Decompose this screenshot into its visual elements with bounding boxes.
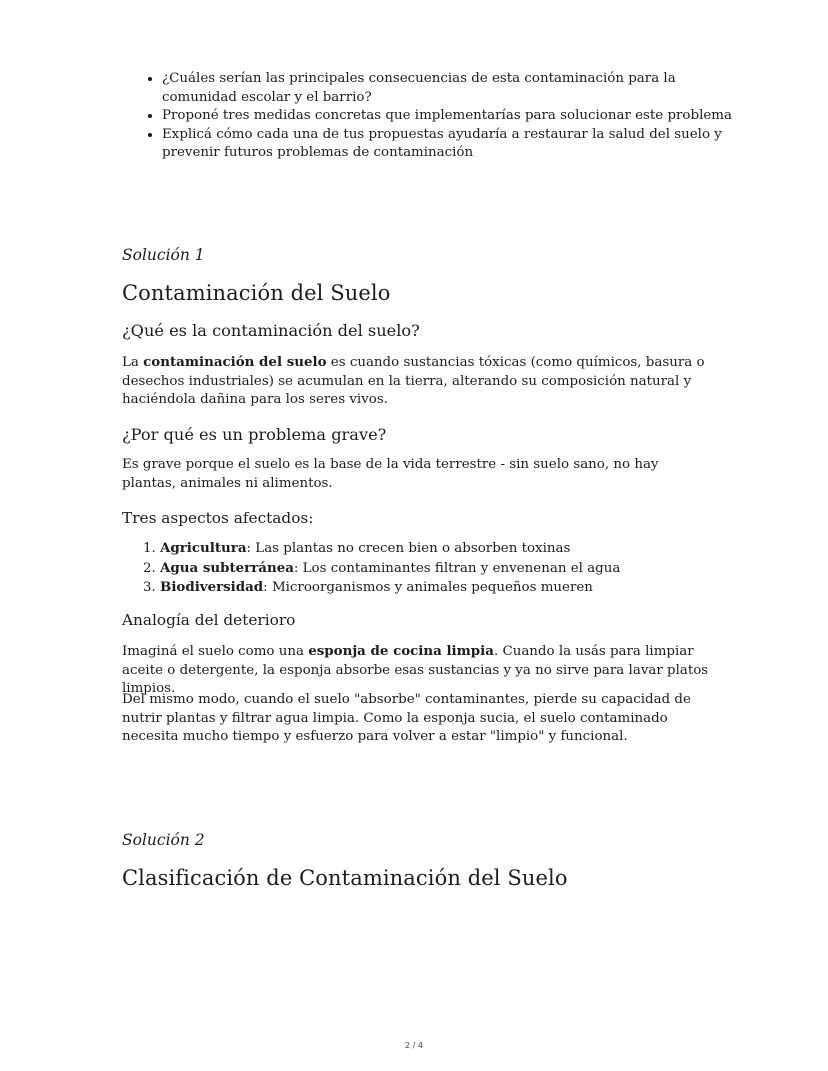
paragraph-definition: La contaminación del suelo es cuando sustancias tóxicas (como químicos, basura o desechos industriales) se acumulan en la tierra, alterando su composición natural y haciéndola dañina para los seres vivos. bbox=[122, 354, 705, 407]
heading-aspects: Tres aspectos afectados: bbox=[122, 509, 314, 527]
page-indicator: 2 / 4 bbox=[405, 1041, 423, 1050]
paragraph-analogy-1: Imaginá el suelo como una esponja de cocina limpia. Cuando la usás para limpiar aceite o detergente, la esponja absorbe esas sustancias y ya no sirve para lavar platos limpios. bbox=[122, 643, 709, 696]
paragraph-why-serious: Es grave porque el suelo es la base de la vida terrestre - sin suelo sano, no hay plantas, animales ni alimentos. bbox=[122, 457, 659, 491]
aspects-list bbox=[142, 539, 720, 598]
paragraph-analogy-2: Del mismo modo, cuando el suelo "absorbe" contaminantes, pierde su capacidad de nutrir plantas y filtrar agua limpia. Como la esponja sucia, el suelo contaminado necesita mucho tiempo y esfuerzo para volver a estar "limpio" y funcional. bbox=[122, 692, 691, 744]
heading-what-is: ¿Qué es la contaminación del suelo? bbox=[122, 321, 420, 340]
list-item: 1. Agricultura: Las plantas no crecen bien o absorben toxinas bbox=[160, 539, 720, 559]
list-item: • Explicá cómo cada una de tus propuestas ayudaría a restaurar la salud del suelo y prevenir futuros problemas de contaminación bbox=[162, 126, 742, 163]
list-item: 3. Biodiversidad: Microorganismos y animales pequeños mueren bbox=[160, 578, 720, 598]
bold-term: contaminación del suelo bbox=[143, 354, 327, 370]
list-item: 2. Agua subterránea: Los contaminantes filtran y envenenan el agua bbox=[160, 559, 720, 579]
heading-why-serious: ¿Por qué es un problema grave? bbox=[122, 425, 387, 444]
solution-2-title: Clasificación de Contaminación del Suelo bbox=[122, 866, 568, 890]
solution-1-title: Contaminación del Suelo bbox=[122, 281, 391, 305]
solution-1-label: Solución 1 bbox=[122, 246, 205, 264]
bold-term: esponja de cocina limpia bbox=[308, 643, 494, 659]
intro-question-list bbox=[142, 70, 742, 163]
solution-2-label: Solución 2 bbox=[122, 831, 205, 849]
list-item: • ¿Cuáles serían las principales consecuencias de esta contaminación para la comunidad escolar y el barrio? bbox=[162, 70, 742, 107]
heading-analogy: Analogía del deterioro bbox=[122, 611, 296, 629]
list-item: • Proponé tres medidas concretas que implementarías para solucionar este problema bbox=[162, 107, 742, 126]
